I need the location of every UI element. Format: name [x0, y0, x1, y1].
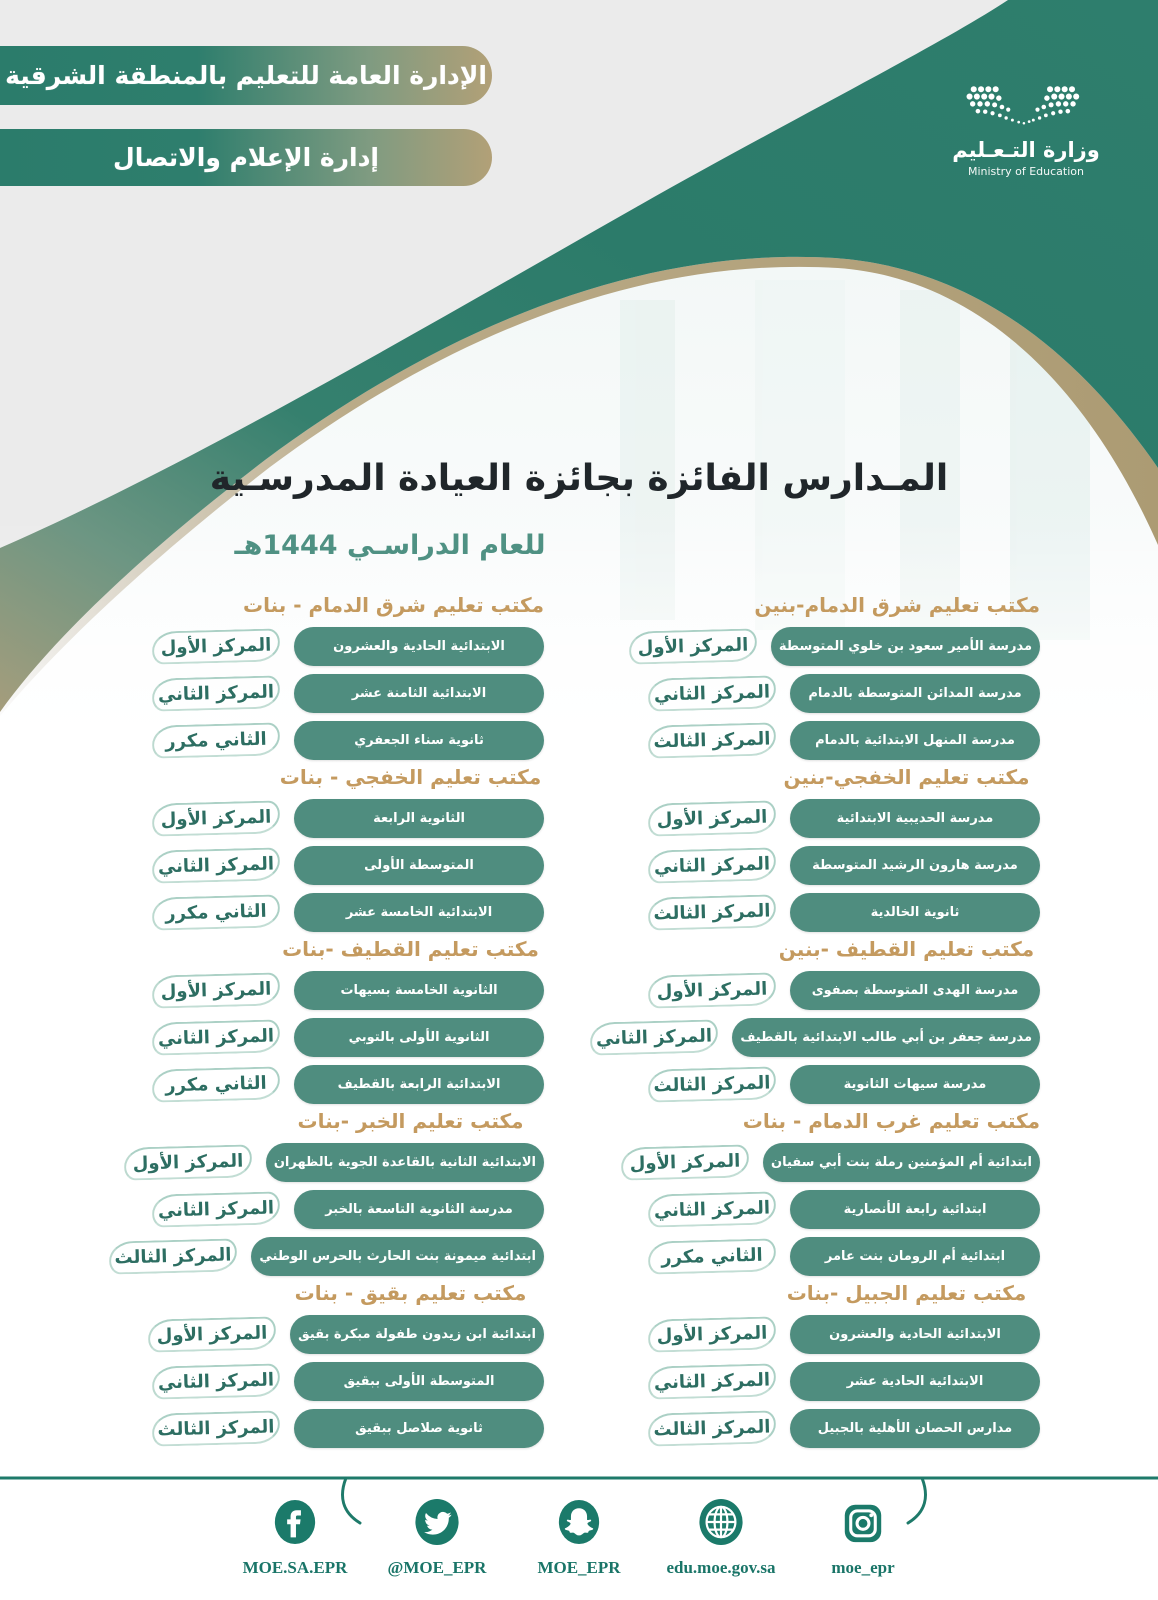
section-rows — [595, 971, 1040, 1104]
instagram-link[interactable] — [803, 1497, 923, 1578]
school-pill: ابتدائية رابعة الأنصارية — [790, 1190, 1040, 1229]
award-row — [648, 721, 1040, 760]
rank-label: الثاني مكرر — [152, 722, 281, 758]
school-pill: مدرسة جعفر بن أبي طالب الابتدائية بالقطيف — [732, 1018, 1040, 1057]
section-rows — [114, 1143, 544, 1276]
section-rows — [648, 799, 1040, 932]
section-rows — [152, 627, 544, 760]
school-pill: الثانوية الخامسة بسيهات — [294, 971, 544, 1010]
award-row — [648, 846, 1040, 885]
award-row — [648, 674, 1040, 713]
award-row — [152, 1190, 544, 1229]
section-heading: مكتب تعليم الخبر -بنات — [297, 1109, 524, 1133]
section-rows — [629, 1143, 1040, 1276]
school-pill: الثانوية الرابعة — [294, 799, 544, 838]
rank-label: المركز الثالث — [648, 722, 777, 758]
award-section — [152, 937, 544, 1104]
rank-label: الثاني مكرر — [152, 1066, 281, 1102]
school-pill: ابتدائية ابن زيدون طفولة مبكرة بقيق — [290, 1315, 544, 1354]
award-section — [152, 765, 544, 932]
award-row — [152, 721, 544, 760]
section-heading: مكتب تعليم القطيف -بنين — [778, 937, 1035, 961]
school-pill: ثانوية صلاصل ببقيق — [294, 1409, 544, 1448]
section-heading: مكتب تعليم غرب الدمام - بنات — [742, 1109, 1040, 1133]
ministry-logo-dots-icon — [961, 84, 1091, 130]
section-rows — [637, 627, 1040, 760]
rank-label: المركز الأول — [123, 1144, 252, 1180]
school-pill: الابتدائية الرابعة بالقطيف — [294, 1065, 544, 1104]
award-row — [648, 799, 1040, 838]
school-pill: ابتدائية ميمونة بنت الحارث بالحرس الوطني — [251, 1237, 544, 1276]
section-rows — [152, 799, 544, 932]
section-rows — [152, 971, 544, 1104]
school-pill: مدرسة الأمير سعود بن خلوي المتوسطة — [771, 627, 1040, 666]
rank-label: المركز الأول — [148, 1316, 277, 1352]
rank-label: المركز الأول — [648, 800, 777, 836]
rank-label: المركز الأول — [628, 628, 757, 664]
award-section — [629, 1109, 1040, 1276]
page-subtitle: للعام الدراسـي 1444هـ — [234, 530, 546, 561]
rank-label: المركز الثالث — [648, 1410, 777, 1446]
award-row — [637, 627, 1040, 666]
rank-label: المركز الأول — [648, 972, 777, 1008]
school-pill: المتوسطة الأولى ببقيق — [294, 1362, 544, 1401]
award-section — [637, 593, 1040, 760]
school-pill: مدرسة هارون الرشيد المتوسطة — [790, 846, 1040, 885]
logo-english-name: Ministry of Education — [967, 165, 1084, 178]
section-heading: مكتب تعليم شرق الدمام - بنات — [242, 593, 544, 617]
school-pill: ثانوية سناء الجعفري — [294, 721, 544, 760]
award-row — [648, 1315, 1040, 1354]
school-pill: مدرسة المنهل الابتدائية بالدمام — [790, 721, 1040, 760]
snapchat-link[interactable] — [519, 1497, 639, 1578]
award-row — [152, 1409, 544, 1448]
twitter-link[interactable] — [377, 1497, 497, 1578]
award-section — [114, 1109, 544, 1276]
logo-arabic-name: وزارة التـعـليم — [952, 138, 1100, 162]
ministry-of-education-logo — [944, 84, 1108, 178]
school-pill: الابتدائية الحادية والعشرون — [790, 1315, 1040, 1354]
instagram-icon — [840, 1497, 886, 1547]
award-row — [152, 971, 544, 1010]
snapchat-handle: MOE_EPR — [537, 1558, 621, 1577]
award-row — [629, 1143, 1040, 1182]
snapchat-icon — [556, 1497, 602, 1547]
facebook-handle: MOE.SA.EPR — [242, 1558, 348, 1577]
award-section — [152, 1281, 544, 1448]
rank-label: المركز الأول — [621, 1144, 750, 1180]
school-pill: مدرسة الهدى المتوسطة بصفوى — [790, 971, 1040, 1010]
page-title: المـدارس الفائزة بجائزة العيادة المدرسـية — [209, 458, 949, 499]
award-row — [114, 1237, 544, 1276]
award-row — [648, 893, 1040, 932]
banner-text: الإدارة العامة للتعليم بالمنطقة الشرقية — [5, 61, 487, 90]
rank-label: المركز الثاني — [152, 1019, 281, 1055]
school-pill: الابتدائية الحادية والعشرون — [294, 627, 544, 666]
school-pill: ابتدائية أم المؤمنين رملة بنت أبي سفيان — [763, 1143, 1040, 1182]
rank-label: المركز الأول — [152, 628, 281, 664]
school-pill: الابتدائية الحادية عشر — [790, 1362, 1040, 1401]
award-row — [648, 1190, 1040, 1229]
award-section — [152, 593, 544, 760]
award-row — [152, 1315, 544, 1354]
school-pill: ثانوية الخالدية — [790, 893, 1040, 932]
rank-label: المركز الأول — [152, 972, 281, 1008]
section-heading: مكتب تعليم الجبيل -بنات — [786, 1281, 1027, 1305]
instagram-handle: moe_epr — [831, 1558, 895, 1577]
award-section — [648, 765, 1040, 932]
award-section — [648, 1281, 1040, 1448]
rank-label: المركز الثاني — [152, 1191, 281, 1227]
globe-icon — [697, 1497, 745, 1547]
award-row — [152, 846, 544, 885]
award-row — [152, 1065, 544, 1104]
social-links-row — [0, 1497, 1158, 1578]
twitter-handle: @MOE_EPR — [387, 1558, 487, 1577]
award-row — [648, 1065, 1040, 1104]
facebook-icon — [272, 1497, 318, 1547]
website-link[interactable] — [661, 1497, 781, 1578]
rank-label: المركز الثاني — [648, 675, 777, 711]
section-rows — [152, 1315, 544, 1448]
award-section — [595, 937, 1040, 1104]
banner-media-department — [0, 129, 492, 186]
rank-label: المركز الأول — [152, 800, 281, 836]
rank-label: المركز الثاني — [648, 1363, 777, 1399]
banner-text: إدارة الإعلام والاتصال — [113, 143, 379, 172]
school-pill: مدرسة سيهات الثانوية — [790, 1065, 1040, 1104]
section-heading: مكتب تعليم الخفجي - بنات — [279, 765, 542, 789]
school-pill: الثانوية الأولى بالتوبي — [294, 1018, 544, 1057]
rank-label: المركز الثالث — [109, 1238, 238, 1274]
award-row — [152, 674, 544, 713]
school-pill: الابتدائية الثامنة عشر — [294, 674, 544, 713]
section-heading: مكتب تعليم القطيف -بنات — [282, 937, 539, 961]
award-row — [152, 1018, 544, 1057]
rank-label: المركز الثالث — [648, 894, 777, 930]
rank-label: المركز الثالث — [152, 1410, 281, 1446]
website-handle: edu.moe.gov.sa — [666, 1558, 776, 1577]
twitter-icon — [413, 1497, 461, 1547]
school-pill: مدرسة المدائن المتوسطة بالدمام — [790, 674, 1040, 713]
section-rows — [648, 1315, 1040, 1448]
school-pill: مدرسة الحديبية الابتدائية — [790, 799, 1040, 838]
rank-label: المركز الثاني — [648, 1191, 777, 1227]
sections-grid — [114, 593, 1040, 1448]
award-row — [152, 627, 544, 666]
section-heading: مكتب تعليم بقيق - بنات — [294, 1281, 527, 1305]
award-row — [152, 799, 544, 838]
section-heading: مكتب تعليم شرق الدمام-بنين — [754, 593, 1040, 617]
school-pill: مدارس الحصان الأهلية بالجبيل — [790, 1409, 1040, 1448]
rank-label: المركز الأول — [648, 1316, 777, 1352]
award-row — [648, 1237, 1040, 1276]
rank-label: الثاني مكرر — [152, 894, 281, 930]
award-row — [152, 1362, 544, 1401]
rank-label: المركز الثاني — [152, 675, 281, 711]
rank-label: المركز الثاني — [648, 847, 777, 883]
school-pill: الابتدائية الثانية بالقاعدة الجوية بالظهران — [266, 1143, 544, 1182]
banner-general-administration — [0, 46, 492, 105]
award-row — [152, 893, 544, 932]
section-heading: مكتب تعليم الخفجي-بنين — [783, 765, 1030, 789]
award-row — [648, 971, 1040, 1010]
facebook-link[interactable] — [235, 1497, 355, 1578]
award-row — [648, 1362, 1040, 1401]
award-row — [132, 1143, 544, 1182]
rank-label: الثاني مكرر — [648, 1238, 777, 1274]
award-row — [595, 1018, 1040, 1057]
school-pill: الابتدائية الخامسة عشر — [294, 893, 544, 932]
rank-label: المركز الثالث — [648, 1066, 777, 1102]
school-pill: مدرسة الثانوية التاسعة بالخبر — [294, 1190, 544, 1229]
award-row — [648, 1409, 1040, 1448]
school-pill: المتوسطة الأولى — [294, 846, 544, 885]
school-pill: ابتدائية أم الرومان بنت عامر — [790, 1237, 1040, 1276]
rank-label: المركز الثاني — [152, 1363, 281, 1399]
rank-label: المركز الثاني — [152, 847, 281, 883]
rank-label: المركز الثاني — [590, 1019, 719, 1055]
